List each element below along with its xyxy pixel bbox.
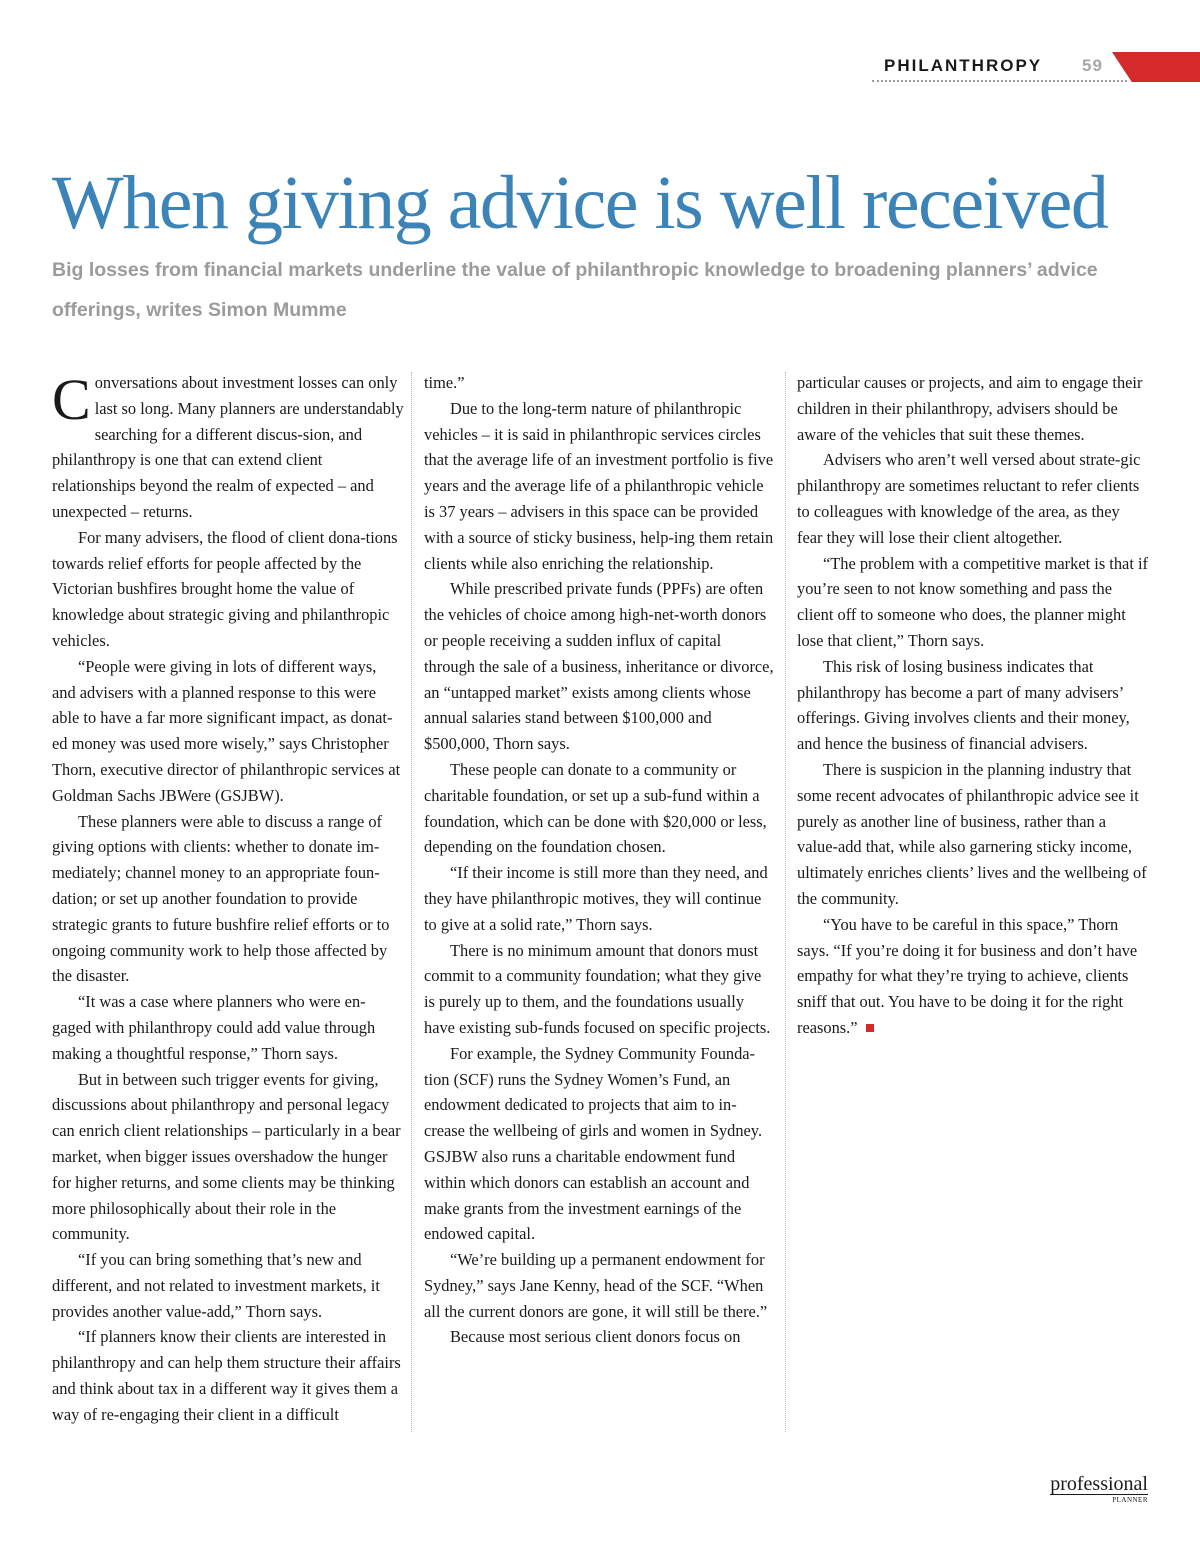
paragraph: There is no minimum amount that donors must commit to a community foundation; what they give is purely up to them, and the foundations usually have existing sub-funds focused on specific projects. <box>424 940 771 1037</box>
paragraph: “If planners know their clients are interested in philanthropy and can help them structure their affairs and think about tax in a different way it gives them a way of re-engaging their client in a difficult <box>52 1327 401 1424</box>
drop-cap: C <box>52 367 91 432</box>
paragraph: time.” <box>424 373 465 392</box>
paragraph-text: onversations about investment losses can only last so long. Many planners are understandably searching for a different discus-sion, and philanthropy is one that can extend client relationships beyond the realm of expected – and unexpected – returns. <box>52 373 404 521</box>
article-column-1 <box>52 367 404 1428</box>
end-of-article-mark <box>866 1024 874 1032</box>
logo-subtitle: PLANNER <box>1050 1494 1148 1504</box>
column-divider <box>411 372 412 1432</box>
article-column-3 <box>797 370 1149 1041</box>
paragraph: “It was a case where planners who were en-gaged with philanthropy could add value through making a thoughtful response,” Thorn says. <box>52 992 376 1063</box>
paragraph: While prescribed private funds (PPFs) are often the vehicles of choice among high-net-worth donors or people receiving a sudden influx of capital through the sale of a business, inheritance or divorce, an “untapped market” exists among clients whose annual salaries stand between $100,000 and $500,000, Thorn says. <box>424 579 774 754</box>
section-label: PHILANTHROPY <box>884 56 1043 75</box>
running-header <box>872 52 1200 82</box>
column-divider <box>785 372 786 1432</box>
paragraph: Because most serious client donors focus on <box>450 1327 741 1347</box>
article-headline: When giving advice is well received <box>52 161 1108 245</box>
paragraph <box>797 912 1149 1041</box>
paragraph: “People were giving in lots of different ways, and advisers with a planned response to this were able to have a far more significant impact, as donat-ed money was used more wisely,” says Christopher Thorn, executive director of philanthropic services at Goldman Sachs JBWere (GSJBW). <box>52 656 401 805</box>
paragraph: “If you can bring something that’s new and different, and not related to investment markets, it provides another value-add,” Thorn says. <box>52 1250 380 1321</box>
paragraph: Advisers who aren’t well versed about strate-gic philanthropy are sometimes reluctant to refer clients to colleagues with knowledge of the area, as they fear they will lose their client altogether. <box>797 450 1141 547</box>
paragraph: “We’re building up a permanent endowment for Sydney,” says Jane Kenny, head of the SCF. “When all the current donors are gone, it will still be there.” <box>424 1250 768 1321</box>
paragraph <box>52 367 404 525</box>
red-corner-tab <box>1112 52 1200 82</box>
paragraph: But in between such trigger events for giving, discussions about philanthropy and personal legacy can enrich client relationships – particularly in a bear market, when bigger issues overshadow the hunger for higher returns, and some clients may be thinking more philosophically about their role in the community. <box>52 1069 401 1244</box>
header-dotted-rule <box>872 80 1127 82</box>
paragraph: These planners were able to discuss a range of giving options with clients: whether to donate im-mediately; channel money to an appropriate foun-dation; or set up another foundation to provide strategic grants to future bushfire relief efforts or to ongoing community work to help those affected by the disaster. <box>52 811 390 986</box>
paragraph: For many advisers, the flood of client dona-tions towards relief efforts for people affected by the Victorian bushfires brought home the value of knowledge about strategic giving and philanthropic vehicles. <box>52 527 398 650</box>
paragraph: These people can donate to a community or charitable foundation, or set up a sub-fund within a foundation, which can be done with $20,000 or less, depending on the foundation chosen. <box>424 759 767 857</box>
paragraph: “If their income is still more than they need, and they have philanthropic motives, they will continue to give at a solid rate,” Thorn says. <box>424 863 768 934</box>
logo-wordmark: professional <box>1050 1473 1148 1495</box>
paragraph-text: “You have to be careful in this space,” Thorn says. “If you’re doing it for business and don’t have empathy for what they’re trying to achieve, clients sniff that out. You have to be doing it for the right reasons.” <box>797 914 1138 1037</box>
article-column-2 <box>424 370 776 1350</box>
paragraph: For example, the Sydney Community Founda-tion (SCF) runs the Sydney Women’s Fund, an endowment dedicated to projects that aim to in-crease the wellbeing of girls and women in Sydney. GSJBW also runs a charitable endowment fund within which donors can establish an account and make grants from the investment earnings of the endowed capital. <box>424 1043 763 1244</box>
paragraph: There is suspicion in the planning industry that some recent advocates of philanthropic advice see it purely as another line of business, rather than a value-add that, while also garnering sticky income, ultimately enriches clients’ lives and the wellbeing of the community. <box>797 759 1147 908</box>
paragraph: This risk of losing business indicates that philanthropy has become a part of many advisers’ offerings. Giving involves clients and their money, and hence the business of financial advisers. <box>797 656 1130 754</box>
page-number: 59 <box>1082 56 1103 75</box>
paragraph: “The problem with a competitive market is that if you’re seen to not know something and pass the client off to someone who does, the planner might lose that client,” Thorn says. <box>797 553 1148 650</box>
article-standfirst: Big losses from financial markets underline the value of philanthropic knowledge to broadening planners’ advice offerings, writes Simon Mumme <box>52 259 1098 321</box>
paragraph: Due to the long-term nature of philanthropic vehicles – it is said in philanthropic services circles that the average life of an investment portfolio is five years and the average life of a philanthropic vehicle is 37 years – advisers in this space can be provided with a source of sticky business, help-ing them retain clients while also enriching the relationship. <box>424 398 774 573</box>
paragraph: particular causes or projects, and aim to engage their children in their philanthropy, advisers should be aware of the vehicles that suit these themes. <box>797 373 1143 444</box>
publication-logo <box>1050 1474 1148 1504</box>
